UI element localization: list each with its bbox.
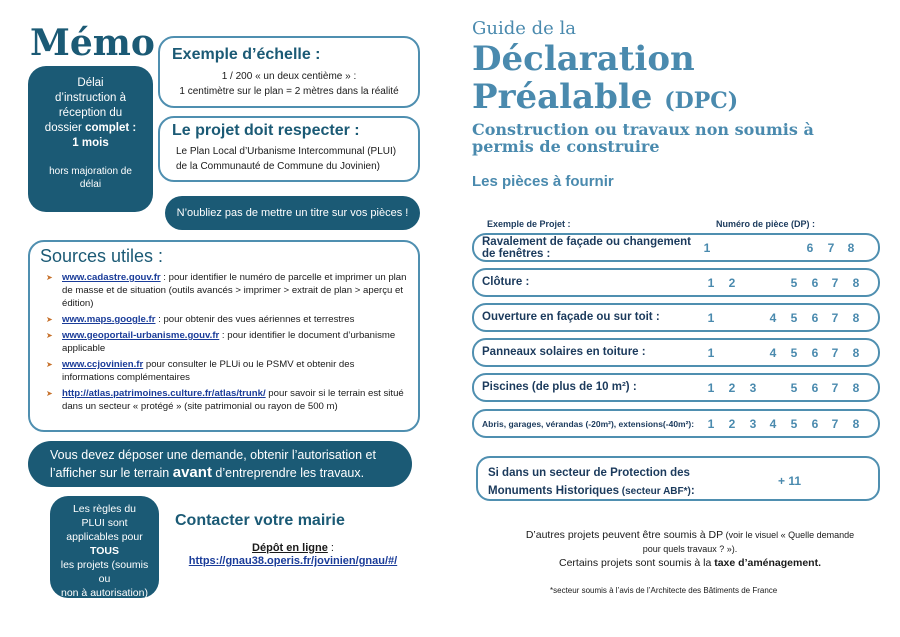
title-reminder: N’oubliez pas de mettre un titre sur vos pièces ! [165, 196, 420, 230]
autres-line2 [520, 556, 860, 570]
regles-tous: TOUS [90, 545, 119, 557]
source-desc: pour consulter le PLUi ou le PSMV et obtenir des informations complémentaires [62, 359, 355, 383]
piece-number: 5 [790, 310, 798, 325]
guide-title [472, 40, 738, 120]
delai-line4 [34, 121, 147, 136]
piece-number: 4 [769, 310, 777, 325]
delai-line3: réception du [58, 107, 123, 119]
source-desc: : pour obtenir des vues aériennes et terrestres [155, 314, 355, 325]
echelle-line1: 1 / 200 « un deux centième » : [221, 71, 357, 82]
piece-number: 2 [728, 416, 736, 431]
guide-title-line1: Déclaration [472, 39, 695, 79]
source-item [40, 313, 408, 326]
pieces-heading: Les pièces à fournir [472, 173, 614, 190]
delai-note2: délai [79, 179, 102, 190]
sources-list [40, 271, 408, 413]
delai-duration [34, 136, 147, 151]
sources-title: Sources utiles : [40, 246, 164, 266]
project-label: Clôture : [482, 276, 530, 288]
abf-box [476, 456, 880, 501]
bullet-icon: ➤ [46, 273, 53, 282]
echelle-text [172, 69, 406, 99]
piece-number: 6 [811, 380, 819, 395]
memo-title: Mémo [30, 22, 155, 64]
echelle-title: Exemple d’échelle : [172, 46, 321, 63]
deposer-line2-pre: l’afficher sur le terrain [50, 466, 173, 480]
piece-number: 4 [769, 416, 777, 431]
autres-line1-main: D’autres projets peuvent être soumis à DP [525, 529, 724, 541]
abf-line2-main: Monuments Historiques [488, 485, 619, 497]
deposer-line1: Vous devez déposer une demande, obtenir l’autorisation et [50, 448, 376, 462]
delai-line4-pre: dossier [44, 122, 86, 134]
piece-number: 7 [831, 380, 839, 395]
delai-note [34, 165, 147, 191]
piece-number: 2 [728, 380, 736, 395]
piece-number: 4 [769, 345, 777, 360]
piece-number: 7 [831, 310, 839, 325]
depot-url-link[interactable]: https://gnau38.operis.fr/jovinien/gnau/#/ [188, 555, 398, 567]
source-link-atlas[interactable]: http://atlas.patrimoines.culture.fr/atlas/trunk/ [62, 388, 266, 399]
piece-number: 6 [811, 310, 819, 325]
project-row [472, 338, 880, 367]
regles-line3: applicables pour [66, 531, 143, 543]
regles-box [50, 496, 159, 598]
autres-line1 [520, 528, 860, 556]
source-desc: : pour identifier le numéro de parcelle et imprimer un plan de masse et de situation (outils avancés > imprimer > extrait de plan > aperçu et édition) [62, 272, 407, 309]
project-row [472, 409, 880, 438]
piece-number: 8 [852, 380, 860, 395]
regles-line6: non à autorisation) [61, 587, 148, 599]
source-desc: pour savoir si le terrain est situé dans un secteur « protégé » (site patrimonial ou rayon de 500 m) [62, 388, 404, 412]
source-link-geoportail[interactable]: www.geoportail-urbanisme.gouv.fr [62, 330, 220, 341]
piece-number: 8 [852, 310, 860, 325]
regles-line5: les projets (soumis ou [60, 559, 149, 585]
piece-number: 7 [827, 240, 835, 255]
piece-number: 3 [749, 380, 757, 395]
bullet-icon: ➤ [46, 389, 53, 398]
piece-number: 1 [707, 345, 715, 360]
depot-sep: : [327, 542, 334, 554]
deposer-line2-post: d’entreprendre les travaux. [211, 466, 365, 480]
piece-number: 3 [749, 416, 757, 431]
delai-box [28, 66, 153, 212]
source-item [40, 387, 408, 413]
piece-number: 1 [707, 380, 715, 395]
project-label: Ouverture en façade ou sur toit : [482, 311, 660, 323]
col-project-header: Exemple de Projet : [487, 219, 571, 229]
regles-line1: Les règles du [72, 503, 137, 515]
project-row [472, 303, 880, 332]
source-desc: : pour identifier le document d’urbanisme applicable [62, 330, 396, 354]
deposer-avant: avant [172, 464, 212, 481]
piece-number: 8 [852, 416, 860, 431]
abf-line1: Si dans un secteur de Protection des [488, 467, 690, 479]
piece-number: 6 [811, 275, 819, 290]
deposer-banner [28, 441, 412, 487]
guide-subtitle: Construction ou travaux non soumis à permis de construire [472, 120, 814, 156]
delai-note1: hors majoration de [49, 166, 132, 177]
project-row [472, 233, 880, 262]
project-label: Abris, garages, vérandas (-20m²), extensions(-40m²): [482, 419, 695, 429]
project-label: Piscines (de plus de 10 m²) : [482, 381, 637, 393]
delai-line1: Délai [77, 77, 104, 89]
bullet-icon: ➤ [46, 315, 53, 324]
respect-text [172, 144, 406, 174]
regles-line4 [54, 544, 155, 558]
respect-title: Le projet doit respecter : [172, 122, 360, 139]
delai-line2: d’instruction à [55, 92, 126, 104]
sources-box [28, 240, 420, 432]
piece-number: 8 [852, 275, 860, 290]
project-row [472, 268, 880, 297]
regles-line2: PLUI sont [81, 517, 128, 529]
piece-number: 5 [790, 345, 798, 360]
respect-line1: Le Plan Local d’Urbanisme Intercommunal (PLUI) [176, 146, 397, 157]
source-item [40, 271, 408, 310]
piece-number: 1 [707, 310, 715, 325]
piece-number: 2 [728, 275, 736, 290]
piece-number: 5 [790, 275, 798, 290]
piece-number: 8 [852, 345, 860, 360]
source-link-maps[interactable]: www.maps.google.fr [62, 314, 156, 325]
abf-plus: + 11 [778, 474, 802, 488]
depot-block [164, 542, 422, 568]
piece-number: 5 [790, 380, 798, 395]
guide-title-line2 [472, 78, 738, 120]
contact-title: Contacter votre mairie [175, 512, 345, 529]
piece-number: 6 [811, 416, 819, 431]
guide-pre: Guide de la [472, 18, 577, 39]
bullet-icon: ➤ [46, 360, 53, 369]
autres-block [520, 528, 860, 570]
source-item [40, 329, 408, 355]
depot-label: Dépôt en ligne [252, 542, 328, 554]
piece-number: 7 [831, 345, 839, 360]
autres-taxe: taxe d’aménagement. [714, 557, 822, 569]
piece-number: 1 [707, 275, 715, 290]
piece-number: 8 [847, 240, 855, 255]
abf-footnote: *secteur soumis à l’avis de l’Architecte des Bâtiments de France [550, 586, 778, 595]
abf-line2 [488, 482, 868, 501]
autres-line1-small: (voir le visuel « Quelle demande pour quels travaux ? »). [642, 530, 855, 554]
echelle-line2: 1 centimètre sur le plan = 2 mètres dans la réalité [179, 86, 399, 97]
depot-label-line [164, 542, 422, 555]
delai-duration-text: 1 mois [72, 137, 109, 149]
respect-box [158, 116, 420, 182]
abf-line2-end: : [690, 485, 695, 497]
col-piece-header: Numéro de pièce (DP) : [716, 219, 816, 229]
piece-number: 6 [811, 345, 819, 360]
autres-line2-pre: Certains projets sont soumis à la [558, 557, 715, 569]
echelle-box [158, 36, 420, 108]
depot-url-line [164, 555, 422, 568]
delai-line4-bold: complet : [85, 122, 137, 134]
guide-dpc: (DPC) [664, 88, 739, 114]
project-label: Ravalement de façade ou changement de fenêtres : [482, 236, 691, 260]
deposer-line2 [50, 464, 402, 482]
source-item [40, 358, 408, 384]
guide-prealable: Préalable [472, 77, 653, 117]
project-row [472, 373, 880, 402]
bullet-icon: ➤ [46, 331, 53, 340]
piece-number: 6 [806, 240, 814, 255]
piece-number: 7 [831, 275, 839, 290]
piece-number: 1 [707, 416, 715, 431]
source-link-cadastre[interactable]: www.cadastre.gouv.fr [62, 272, 161, 283]
piece-number: 7 [831, 416, 839, 431]
piece-number: 1 [703, 240, 711, 255]
piece-number: 5 [790, 416, 798, 431]
source-link-ccjovinien[interactable]: www.ccjovinien.fr [62, 359, 144, 370]
project-label: Panneaux solaires en toiture : [482, 346, 646, 358]
abf-line2-small: (secteur ABF*) [618, 486, 691, 497]
respect-line2: de la Communauté de Commune du Jovinien) [176, 161, 380, 172]
